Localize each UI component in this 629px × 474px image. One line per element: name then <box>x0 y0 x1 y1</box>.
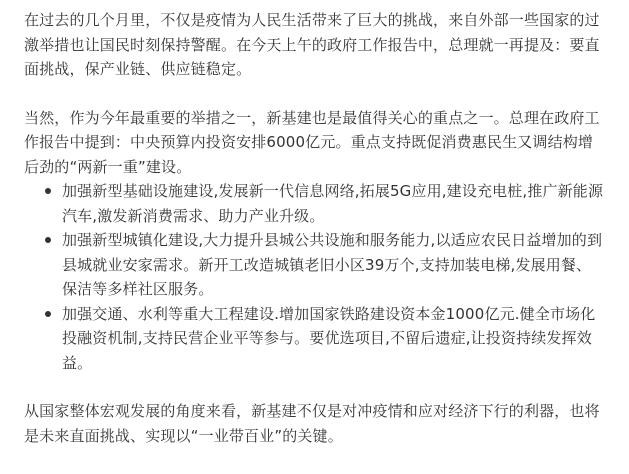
list-item-text: 加强新型城镇化建设,大力提升县城公共设施和服务能力,以适应农民日益增加的到县城就业安家需求。新开工改造城镇老旧小区39万个,支持加装电梯,发展用餐、保洁等多样社区服务。 <box>62 231 603 298</box>
list-item-text: 加强交通、水利等重大工程建设.增加国家铁路建设资本金1000亿元.健全市场化投融资机制,支持民营企业平等参与。要优选项目,不留后遗症,让投资持续发挥效益。 <box>62 304 596 372</box>
paragraph-intro: 在过去的几个月里，不仅是疫情为人民生活带来了巨大的挑战，来自外部一些国家的过激举措也让国民时刻保持警醒。在今天上午的政府工作报告中，总理就一再提及：要直面挑战，保产业链、供应链稳定。 <box>24 11 600 78</box>
list-item <box>62 179 605 228</box>
paragraph-new-infrastructure: 当然，作为今年最重要的举措之一，新基建也是最值得关心的重点之一。总理在政府工作报告中提到：中央预算内投资安排6000亿元。重点支持既促消费惠民生又调结构增后劲的“两新一重”建设。 <box>24 108 600 176</box>
list-item-text: 加强新型基础设施建设,发展新一代信息网络,拓展5G应用,建设充电桩,推广新能源汽车,激发新消费需求、助力产业升级。 <box>62 182 604 225</box>
bullet-list <box>24 179 605 375</box>
bullet-dot-icon <box>45 237 51 243</box>
list-item <box>62 302 605 376</box>
paragraph-closing: 从国家整体宏观发展的角度来看，新基建不仅是对冲疫情和应对经济下行的利器，也将是未来直面挑战、实现以“一业带百业”的关键。 <box>24 402 600 445</box>
bullet-dot-icon <box>45 311 51 317</box>
list-item <box>62 228 605 302</box>
bullet-dot-icon <box>45 188 51 194</box>
